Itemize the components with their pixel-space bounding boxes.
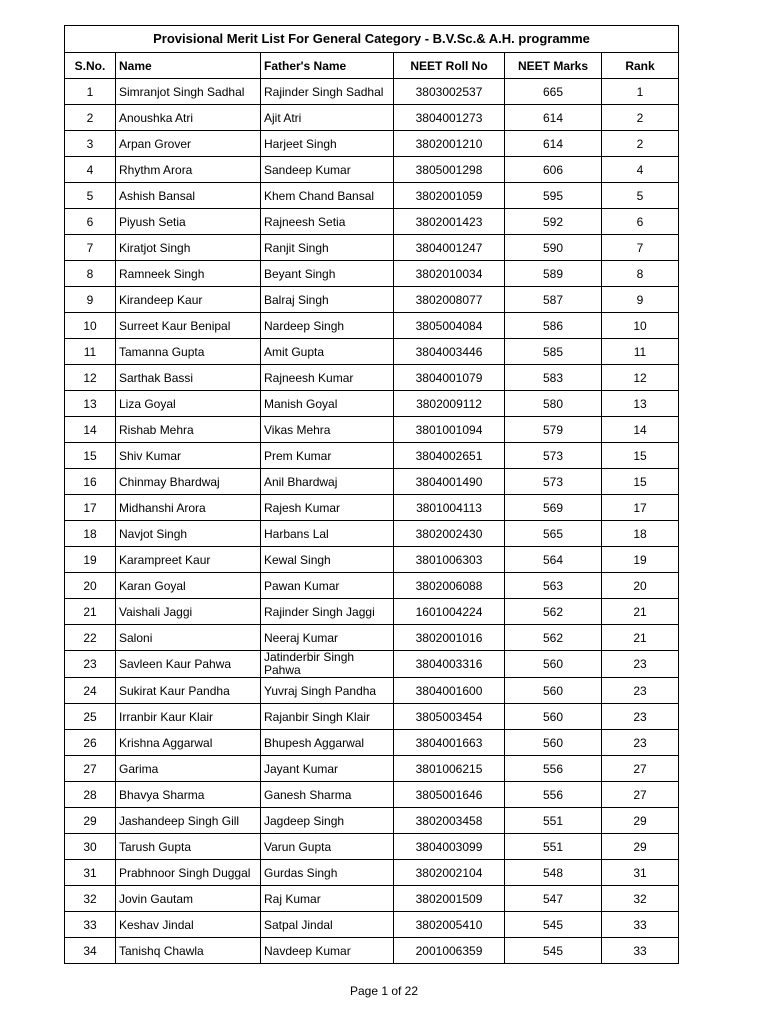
neet-marks-cell: 545 <box>505 912 602 938</box>
serial-number-cell: 30 <box>65 834 116 860</box>
name-cell: Piyush Setia <box>116 209 261 235</box>
serial-number-cell: 33 <box>65 912 116 938</box>
neet-roll-no-cell: 3804003446 <box>394 339 505 365</box>
name-cell: Krishna Aggarwal <box>116 730 261 756</box>
fathers-name-cell: Jatinderbir Singh Pahwa <box>261 651 394 678</box>
name-cell: Sukirat Kaur Pandha <box>116 678 261 704</box>
serial-number-cell: 27 <box>65 756 116 782</box>
rank-cell: 14 <box>602 417 679 443</box>
table-row <box>65 495 679 521</box>
neet-marks-cell: 589 <box>505 261 602 287</box>
table-row <box>65 678 679 704</box>
neet-roll-no-cell: 3802002104 <box>394 860 505 886</box>
name-cell: Simranjot Singh Sadhal <box>116 79 261 105</box>
neet-roll-no-cell: 3802006088 <box>394 573 505 599</box>
table-row <box>65 547 679 573</box>
serial-number-cell: 19 <box>65 547 116 573</box>
neet-roll-no-cell: 3802005410 <box>394 912 505 938</box>
name-cell: Keshav Jindal <box>116 912 261 938</box>
serial-number-cell: 28 <box>65 782 116 808</box>
fathers-name-cell: Navdeep Kumar <box>261 938 394 964</box>
table-row <box>65 886 679 912</box>
table-row <box>65 625 679 651</box>
neet-roll-no-cell: 3804001600 <box>394 678 505 704</box>
rank-cell: 33 <box>602 938 679 964</box>
rank-cell: 12 <box>602 365 679 391</box>
fathers-name-cell: Rajneesh Setia <box>261 209 394 235</box>
serial-number-cell: 18 <box>65 521 116 547</box>
neet-roll-no-cell: 3804003099 <box>394 834 505 860</box>
neet-roll-no-cell: 3802002430 <box>394 521 505 547</box>
neet-marks-cell: 595 <box>505 183 602 209</box>
neet-roll-no-cell: 3804001273 <box>394 105 505 131</box>
rank-cell: 23 <box>602 678 679 704</box>
neet-roll-no-cell: 2001006359 <box>394 938 505 964</box>
neet-marks-cell: 562 <box>505 599 602 625</box>
name-cell: Kiratjot Singh <box>116 235 261 261</box>
serial-number-cell: 23 <box>65 651 116 678</box>
rank-cell: 9 <box>602 287 679 313</box>
rank-cell: 8 <box>602 261 679 287</box>
table-row <box>65 573 679 599</box>
fathers-name-cell: Yuvraj Singh Pandha <box>261 678 394 704</box>
neet-marks-cell: 586 <box>505 313 602 339</box>
serial-number-cell: 12 <box>65 365 116 391</box>
name-cell: Prabhnoor Singh Duggal <box>116 860 261 886</box>
neet-marks-cell: 556 <box>505 756 602 782</box>
table-row <box>65 834 679 860</box>
table-row <box>65 235 679 261</box>
neet-roll-no-cell: 3802003458 <box>394 808 505 834</box>
rank-cell: 19 <box>602 547 679 573</box>
fathers-name-cell: Raj Kumar <box>261 886 394 912</box>
rank-cell: 15 <box>602 469 679 495</box>
rank-cell: 32 <box>602 886 679 912</box>
serial-number-cell: 13 <box>65 391 116 417</box>
name-cell: Shiv Kumar <box>116 443 261 469</box>
table-row <box>65 860 679 886</box>
serial-number-cell: 1 <box>65 79 116 105</box>
fathers-name-cell: Rajanbir Singh Klair <box>261 704 394 730</box>
serial-number-cell: 14 <box>65 417 116 443</box>
page-number: Page 1 of 22 <box>349 984 419 998</box>
table-row <box>65 599 679 625</box>
name-cell: Rhythm Arora <box>116 157 261 183</box>
table-row <box>65 782 679 808</box>
fathers-name-cell: Bhupesh Aggarwal <box>261 730 394 756</box>
neet-marks-cell: 560 <box>505 678 602 704</box>
fathers-name-cell: Amit Gupta <box>261 339 394 365</box>
neet-roll-no-cell: 3801006215 <box>394 756 505 782</box>
neet-roll-no-cell: 3804001247 <box>394 235 505 261</box>
name-cell: Karampreet Kaur <box>116 547 261 573</box>
title-row <box>65 26 679 53</box>
neet-marks-cell: 551 <box>505 808 602 834</box>
serial-number-cell: 25 <box>65 704 116 730</box>
name-cell: Jovin Gautam <box>116 886 261 912</box>
neet-roll-no-cell: 3805003454 <box>394 704 505 730</box>
table-row <box>65 183 679 209</box>
serial-number-cell: 32 <box>65 886 116 912</box>
name-cell: Garima <box>116 756 261 782</box>
table-row <box>65 521 679 547</box>
table-row <box>65 79 679 105</box>
neet-roll-no-cell: 3802001016 <box>394 625 505 651</box>
serial-number-cell: 7 <box>65 235 116 261</box>
rank-cell: 1 <box>602 79 679 105</box>
table-row <box>65 105 679 131</box>
fathers-name-cell: Satpal Jindal <box>261 912 394 938</box>
neet-roll-no-cell: 3801006303 <box>394 547 505 573</box>
fathers-name-cell: Ranjit Singh <box>261 235 394 261</box>
name-cell: Saloni <box>116 625 261 651</box>
name-cell: Ramneek Singh <box>116 261 261 287</box>
neet-roll-no-cell: 3804002651 <box>394 443 505 469</box>
table-row <box>65 938 679 964</box>
rank-cell: 29 <box>602 808 679 834</box>
rank-cell: 2 <box>602 105 679 131</box>
serial-number-cell: 29 <box>65 808 116 834</box>
serial-number-cell: 21 <box>65 599 116 625</box>
serial-number-cell: 15 <box>65 443 116 469</box>
name-cell: Tamanna Gupta <box>116 339 261 365</box>
serial-number-cell: 22 <box>65 625 116 651</box>
name-cell: Anoushka Atri <box>116 105 261 131</box>
rank-cell: 21 <box>602 599 679 625</box>
fathers-name-cell: Varun Gupta <box>261 834 394 860</box>
rank-cell: 7 <box>602 235 679 261</box>
table-row <box>65 808 679 834</box>
neet-roll-no-cell: 3801004113 <box>394 495 505 521</box>
name-cell: Tanishq Chawla <box>116 938 261 964</box>
rank-cell: 33 <box>602 912 679 938</box>
neet-marks-cell: 562 <box>505 625 602 651</box>
serial-number-cell: 4 <box>65 157 116 183</box>
table-row <box>65 339 679 365</box>
fathers-name-cell: Manish Goyal <box>261 391 394 417</box>
serial-number-cell: 24 <box>65 678 116 704</box>
neet-marks-cell: 569 <box>505 495 602 521</box>
rank-cell: 13 <box>602 391 679 417</box>
rank-cell: 10 <box>602 313 679 339</box>
neet-marks-cell: 585 <box>505 339 602 365</box>
neet-marks-cell: 614 <box>505 105 602 131</box>
fathers-name-cell: Balraj Singh <box>261 287 394 313</box>
serial-number-cell: 16 <box>65 469 116 495</box>
serial-number-cell: 10 <box>65 313 116 339</box>
rank-cell: 23 <box>602 651 679 678</box>
neet-marks-cell: 563 <box>505 573 602 599</box>
table-row <box>65 391 679 417</box>
neet-roll-no-cell: 3802008077 <box>394 287 505 313</box>
header-row <box>65 53 679 79</box>
rank-cell: 29 <box>602 834 679 860</box>
name-cell: Tarush Gupta <box>116 834 261 860</box>
fathers-name-cell: Jayant Kumar <box>261 756 394 782</box>
table-row <box>65 261 679 287</box>
neet-marks-cell: 573 <box>505 469 602 495</box>
name-cell: Kirandeep Kaur <box>116 287 261 313</box>
serial-number-cell: 5 <box>65 183 116 209</box>
serial-number-cell: 34 <box>65 938 116 964</box>
neet-marks-cell: 583 <box>505 365 602 391</box>
rank-cell: 5 <box>602 183 679 209</box>
table-row <box>65 704 679 730</box>
fathers-name-cell: Sandeep Kumar <box>261 157 394 183</box>
rank-cell: 20 <box>602 573 679 599</box>
table-row <box>65 313 679 339</box>
serial-number-cell: 20 <box>65 573 116 599</box>
page-title: Provisional Merit List For General Category - B.V.Sc.& A.H. programme <box>65 26 679 53</box>
neet-roll-no-cell: 3804001490 <box>394 469 505 495</box>
fathers-name-cell: Rajneesh Kumar <box>261 365 394 391</box>
fathers-name-cell: Vikas Mehra <box>261 417 394 443</box>
fathers-name-cell: Nardeep Singh <box>261 313 394 339</box>
fathers-name-cell: Khem Chand Bansal <box>261 183 394 209</box>
name-cell: Sarthak Bassi <box>116 365 261 391</box>
table-row <box>65 730 679 756</box>
serial-number-cell: 8 <box>65 261 116 287</box>
fathers-name-cell: Rajinder Singh Sadhal <box>261 79 394 105</box>
fathers-name-cell: Ajit Atri <box>261 105 394 131</box>
neet-roll-no-cell: 3804001079 <box>394 365 505 391</box>
neet-roll-no-cell: 3805001646 <box>394 782 505 808</box>
name-cell: Midhanshi Arora <box>116 495 261 521</box>
neet-roll-no-cell: 3805004084 <box>394 313 505 339</box>
fathers-name-cell: Anil Bhardwaj <box>261 469 394 495</box>
name-cell: Liza Goyal <box>116 391 261 417</box>
column-header-rank: Rank <box>602 53 679 79</box>
fathers-name-cell: Neeraj Kumar <box>261 625 394 651</box>
name-cell: Vaishali Jaggi <box>116 599 261 625</box>
neet-marks-cell: 587 <box>505 287 602 313</box>
fathers-name-cell: Gurdas Singh <box>261 860 394 886</box>
neet-marks-cell: 665 <box>505 79 602 105</box>
column-header-neet-roll-no: NEET Roll No <box>394 53 505 79</box>
neet-roll-no-cell: 3803002537 <box>394 79 505 105</box>
table-row <box>65 912 679 938</box>
neet-marks-cell: 614 <box>505 131 602 157</box>
neet-marks-cell: 573 <box>505 443 602 469</box>
fathers-name-cell: Kewal Singh <box>261 547 394 573</box>
table-row <box>65 443 679 469</box>
neet-roll-no-cell: 3802001210 <box>394 131 505 157</box>
neet-roll-no-cell: 3804003316 <box>394 651 505 678</box>
name-cell: Ashish Bansal <box>116 183 261 209</box>
neet-marks-cell: 580 <box>505 391 602 417</box>
table-row <box>65 756 679 782</box>
rank-cell: 27 <box>602 782 679 808</box>
fathers-name-cell: Beyant Singh <box>261 261 394 287</box>
name-cell: Chinmay Bhardwaj <box>116 469 261 495</box>
neet-marks-cell: 560 <box>505 730 602 756</box>
name-cell: Arpan Grover <box>116 131 261 157</box>
fathers-name-cell: Jagdeep Singh <box>261 808 394 834</box>
serial-number-cell: 31 <box>65 860 116 886</box>
column-header-sno: S.No. <box>65 53 116 79</box>
fathers-name-cell: Ganesh Sharma <box>261 782 394 808</box>
neet-marks-cell: 606 <box>505 157 602 183</box>
table-row <box>65 365 679 391</box>
name-cell: Irranbir Kaur Klair <box>116 704 261 730</box>
fathers-name-cell: Harbans Lal <box>261 521 394 547</box>
name-cell: Navjot Singh <box>116 521 261 547</box>
table-row <box>65 417 679 443</box>
rank-cell: 4 <box>602 157 679 183</box>
rank-cell: 17 <box>602 495 679 521</box>
neet-roll-no-cell: 3802001059 <box>394 183 505 209</box>
fathers-name-cell: Harjeet Singh <box>261 131 394 157</box>
rank-cell: 27 <box>602 756 679 782</box>
serial-number-cell: 6 <box>65 209 116 235</box>
name-cell: Rishab Mehra <box>116 417 261 443</box>
column-header-neet-marks: NEET Marks <box>505 53 602 79</box>
neet-marks-cell: 560 <box>505 704 602 730</box>
neet-marks-cell: 579 <box>505 417 602 443</box>
table-body <box>65 79 679 964</box>
rank-cell: 18 <box>602 521 679 547</box>
table-row <box>65 469 679 495</box>
neet-roll-no-cell: 3801001094 <box>394 417 505 443</box>
neet-marks-cell: 556 <box>505 782 602 808</box>
neet-marks-cell: 545 <box>505 938 602 964</box>
serial-number-cell: 11 <box>65 339 116 365</box>
neet-marks-cell: 551 <box>505 834 602 860</box>
neet-roll-no-cell: 3804001663 <box>394 730 505 756</box>
serial-number-cell: 17 <box>65 495 116 521</box>
neet-roll-no-cell: 3805001298 <box>394 157 505 183</box>
neet-marks-cell: 548 <box>505 860 602 886</box>
neet-marks-cell: 565 <box>505 521 602 547</box>
table-row <box>65 131 679 157</box>
neet-marks-cell: 590 <box>505 235 602 261</box>
fathers-name-cell: Prem Kumar <box>261 443 394 469</box>
rank-cell: 6 <box>602 209 679 235</box>
serial-number-cell: 2 <box>65 105 116 131</box>
table-row <box>65 209 679 235</box>
serial-number-cell: 9 <box>65 287 116 313</box>
merit-list-table <box>64 25 679 964</box>
serial-number-cell: 3 <box>65 131 116 157</box>
neet-roll-no-cell: 3802010034 <box>394 261 505 287</box>
neet-marks-cell: 560 <box>505 651 602 678</box>
column-header-name: Name <box>116 53 261 79</box>
neet-roll-no-cell: 3802009112 <box>394 391 505 417</box>
neet-marks-cell: 564 <box>505 547 602 573</box>
neet-marks-cell: 592 <box>505 209 602 235</box>
table-row <box>65 157 679 183</box>
rank-cell: 21 <box>602 625 679 651</box>
rank-cell: 2 <box>602 131 679 157</box>
rank-cell: 31 <box>602 860 679 886</box>
name-cell: Karan Goyal <box>116 573 261 599</box>
name-cell: Savleen Kaur Pahwa <box>116 651 261 678</box>
serial-number-cell: 26 <box>65 730 116 756</box>
table-row <box>65 651 679 678</box>
column-header-fathers-name: Father's Name <box>261 53 394 79</box>
name-cell: Jashandeep Singh Gill <box>116 808 261 834</box>
name-cell: Surreet Kaur Benipal <box>116 313 261 339</box>
neet-marks-cell: 547 <box>505 886 602 912</box>
fathers-name-cell: Rajinder Singh Jaggi <box>261 599 394 625</box>
neet-roll-no-cell: 1601004224 <box>394 599 505 625</box>
rank-cell: 11 <box>602 339 679 365</box>
fathers-name-cell: Pawan Kumar <box>261 573 394 599</box>
table-row <box>65 287 679 313</box>
name-cell: Bhavya Sharma <box>116 782 261 808</box>
rank-cell: 23 <box>602 704 679 730</box>
rank-cell: 23 <box>602 730 679 756</box>
rank-cell: 15 <box>602 443 679 469</box>
neet-roll-no-cell: 3802001509 <box>394 886 505 912</box>
neet-roll-no-cell: 3802001423 <box>394 209 505 235</box>
fathers-name-cell: Rajesh Kumar <box>261 495 394 521</box>
